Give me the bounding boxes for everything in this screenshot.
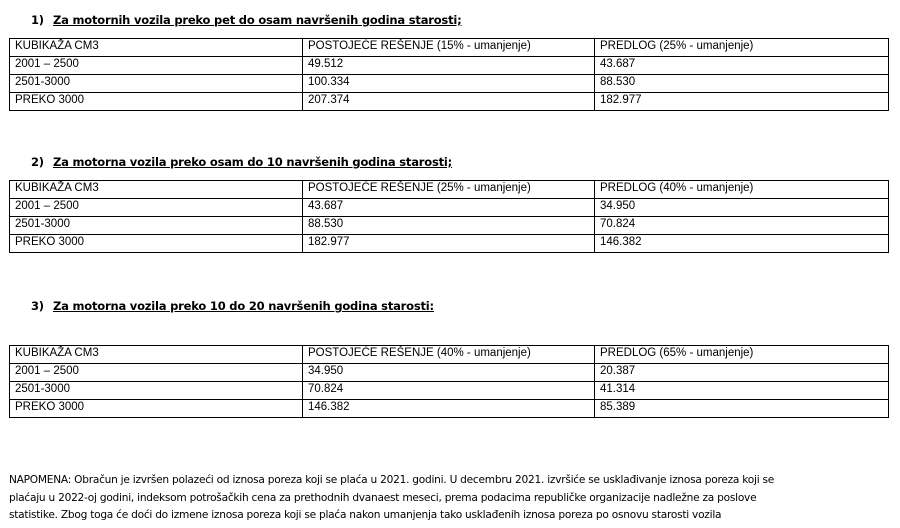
header-cell: POSTOJEĆE REŠENJE (15% - umanjenje) bbox=[303, 39, 595, 57]
header-cell: POSTOJEĆE REŠENJE (25% - umanjenje) bbox=[303, 181, 595, 199]
table-cell: 2001 – 2500 bbox=[10, 57, 303, 75]
table-header-row bbox=[10, 346, 889, 364]
table-cell: 88.530 bbox=[595, 75, 889, 93]
table-row bbox=[10, 235, 889, 253]
header-cell: PREDLOG (40% - umanjenje) bbox=[595, 181, 889, 199]
table-cell: 207.374 bbox=[303, 93, 595, 111]
table-header-row bbox=[10, 181, 889, 199]
table-row bbox=[10, 382, 889, 400]
section-3-title: Za motorna vozila preko 10 do 20 navršenih godina starosti: bbox=[53, 299, 434, 313]
table-cell: 34.950 bbox=[595, 199, 889, 217]
table-cell: 49.512 bbox=[303, 57, 595, 75]
header-cell: PREDLOG (65% - umanjenje) bbox=[595, 346, 889, 364]
section-3-heading bbox=[31, 299, 434, 313]
table-cell: 43.687 bbox=[595, 57, 889, 75]
header-cell: PREDLOG (25% - umanjenje) bbox=[595, 39, 889, 57]
table-cell: PREKO 3000 bbox=[10, 400, 303, 418]
table-cell: 20.387 bbox=[595, 364, 889, 382]
table-row bbox=[10, 217, 889, 235]
section-2-title: Za motorna vozila preko osam do 10 navršenih godina starosti; bbox=[53, 155, 453, 169]
table-cell: 2001 – 2500 bbox=[10, 199, 303, 217]
table-row bbox=[10, 364, 889, 382]
section-1-title: Za motornih vozila preko pet do osam navršenih godina starosti; bbox=[53, 13, 462, 27]
header-cell: KUBIKAŽA CM3 bbox=[10, 181, 303, 199]
table-cell: 146.382 bbox=[595, 235, 889, 253]
table-row bbox=[10, 93, 889, 111]
table-cell: 146.382 bbox=[303, 400, 595, 418]
table-cell: 41.314 bbox=[595, 382, 889, 400]
table-cell: 88.530 bbox=[303, 217, 595, 235]
section-3-number: 3) bbox=[31, 299, 44, 313]
table-cell: PREKO 3000 bbox=[10, 235, 303, 253]
header-cell: KUBIKAŽA CM3 bbox=[10, 346, 303, 364]
table-row bbox=[10, 75, 889, 93]
section-1-number: 1) bbox=[31, 13, 44, 27]
section-1-table bbox=[9, 38, 889, 111]
table-cell: 85.389 bbox=[595, 400, 889, 418]
table-cell: 70.824 bbox=[303, 382, 595, 400]
table-row bbox=[10, 199, 889, 217]
table-cell: 43.687 bbox=[303, 199, 595, 217]
table-cell: 2501-3000 bbox=[10, 217, 303, 235]
table-cell: 182.977 bbox=[595, 93, 889, 111]
table-cell: 2501-3000 bbox=[10, 75, 303, 93]
table-cell: 2501-3000 bbox=[10, 382, 303, 400]
table-header-row bbox=[10, 39, 889, 57]
table-row bbox=[10, 57, 889, 75]
footnote-line: statistike. Zbog toga će doći do izmene iznosa poreza koji se plaća nakon umanjenja tako usklađenih iznosa poreza po osnovu starosti vozila bbox=[9, 509, 722, 521]
header-cell: POSTOJEĆE REŠENJE (40% - umanjenje) bbox=[303, 346, 595, 364]
section-1-heading bbox=[31, 13, 462, 27]
table-cell: 70.824 bbox=[595, 217, 889, 235]
section-2-table bbox=[9, 180, 889, 253]
section-2-heading bbox=[31, 155, 452, 169]
footnote-napomena bbox=[9, 472, 891, 525]
table-cell: 2001 – 2500 bbox=[10, 364, 303, 382]
table-row bbox=[10, 400, 889, 418]
table-cell: 182.977 bbox=[303, 235, 595, 253]
table-cell: 34.950 bbox=[303, 364, 595, 382]
table-cell: 100.334 bbox=[303, 75, 595, 93]
table-cell: PREKO 3000 bbox=[10, 93, 303, 111]
footnote-line: plaćaju u 2022-oj godini, indeksom potrošačkih cena za prethodnih dvanaest meseci, prema podacima republičke organizacije nadležne za poslove bbox=[9, 491, 757, 504]
section-2-number: 2) bbox=[31, 155, 44, 169]
header-cell: KUBIKAŽA CM3 bbox=[10, 39, 303, 57]
footnote-line: NAPOMENA: Obračun je izvršen polazeći od iznosa poreza koji se plaća u 2021. godini. U decembru 2021. izvršiće se usklađivanje iznosa poreza koji se bbox=[9, 474, 775, 486]
section-3-table bbox=[9, 345, 889, 418]
